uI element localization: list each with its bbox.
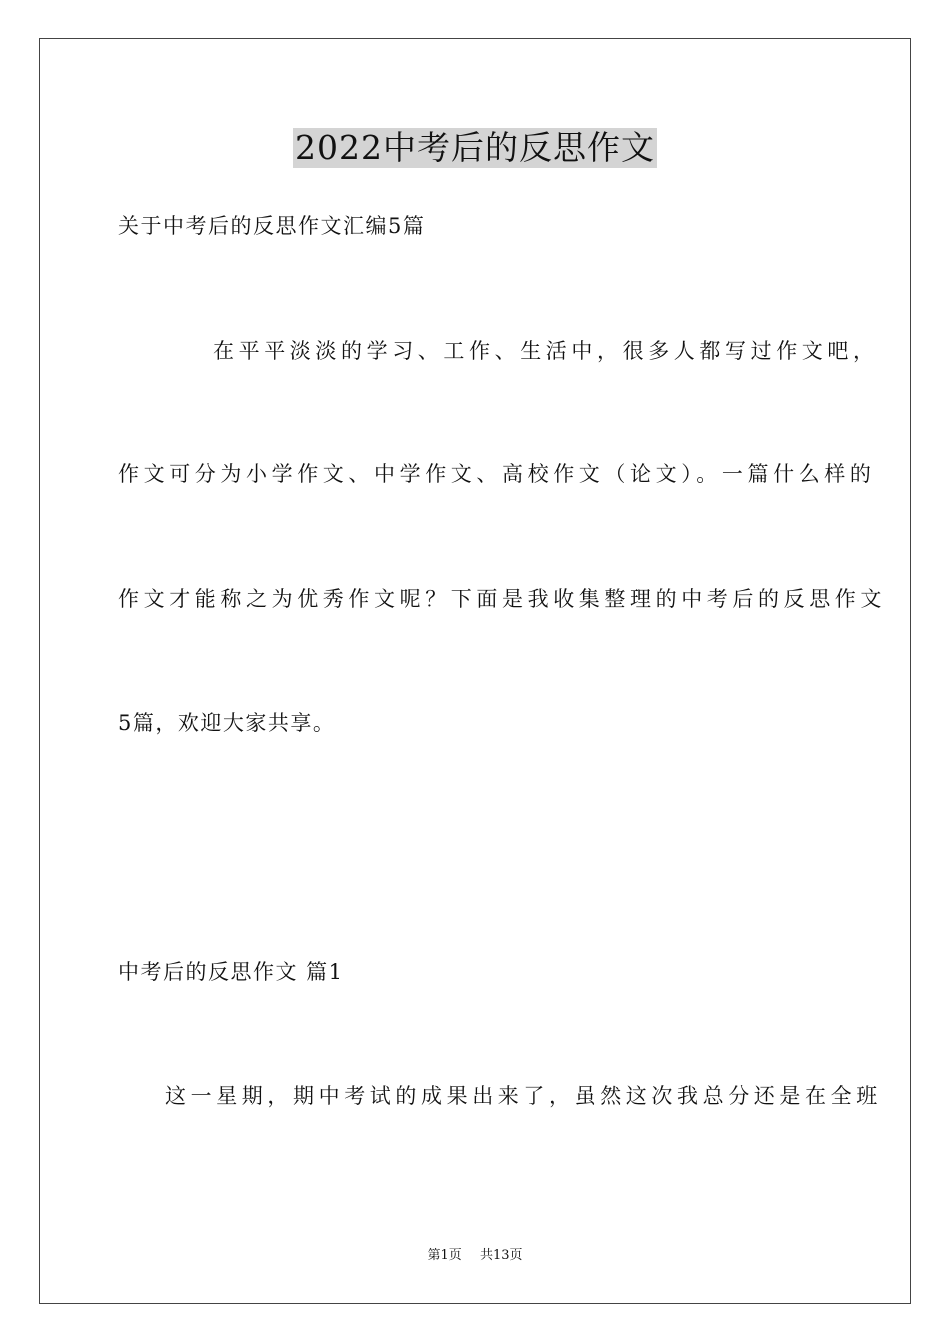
page-total: 共13页: [479, 1248, 523, 1263]
intro-line-3: 作文才能称之为优秀作文呢？下面是我收集整理的中考后的反思作文: [118, 587, 886, 611]
page-number: 第1页: [427, 1248, 462, 1263]
document-title: 2022中考后的反思作文: [295, 128, 655, 167]
title-container: [0, 128, 950, 168]
page-footer: [0, 1247, 950, 1265]
section-line-1: 这一星期，期中考试的成果出来了，虽然这次我总分还是在全班: [165, 1084, 882, 1108]
document-subtitle: 关于中考后的反思作文汇编5篇: [118, 214, 426, 238]
intro-line-4: 5篇，欢迎大家共享。: [118, 711, 336, 735]
intro-line-1: 在平平淡淡的学习、工作、生活中，很多人都写过作文吧，: [213, 339, 879, 363]
intro-line-2: 作文可分为小学作文、中学作文、高校作文（论文）。一篇什么样的: [118, 462, 876, 486]
section-heading: 中考后的反思作文 篇1: [118, 960, 344, 984]
